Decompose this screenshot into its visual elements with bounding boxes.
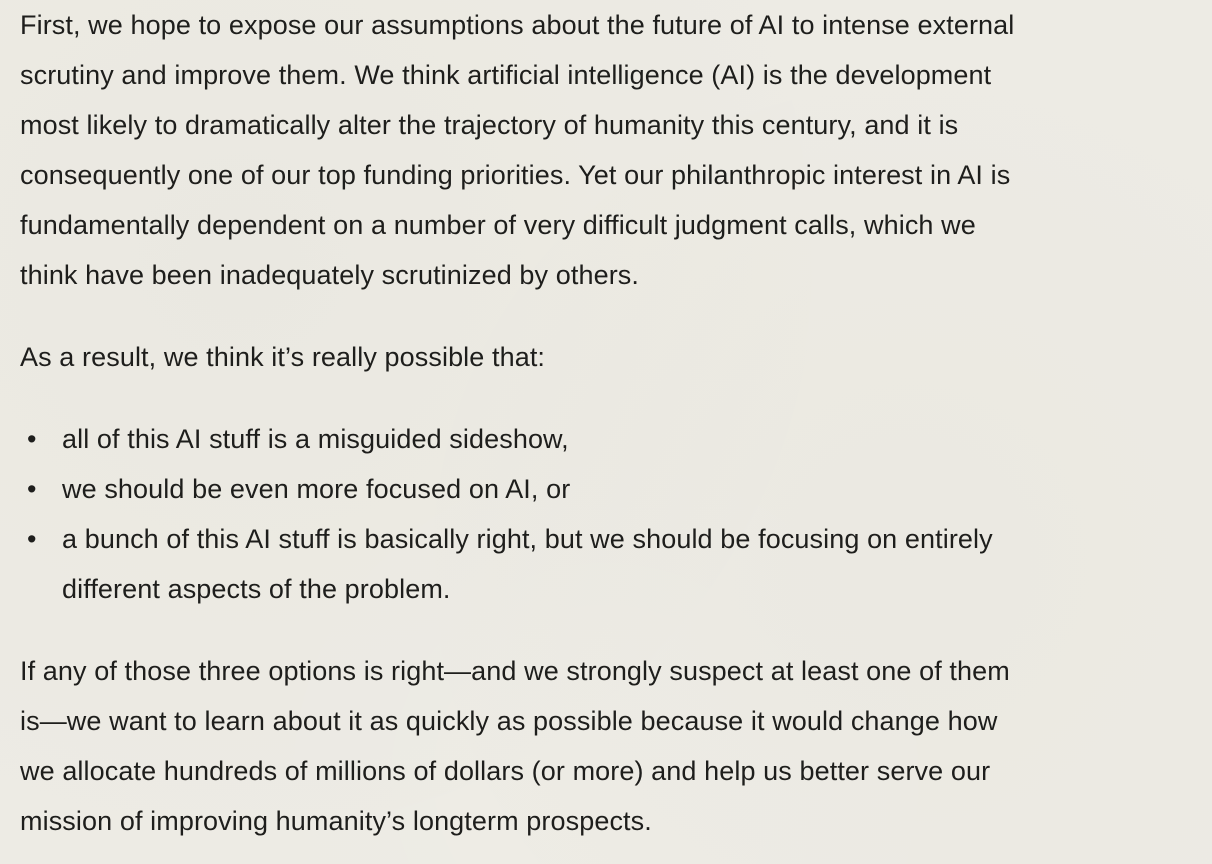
bullet-item-text [62,514,1192,614]
paragraph-lead-in [20,332,1192,382]
text-line: all of this AI stuff is a misguided sideshow, [62,424,569,454]
text-line: most likely to dramatically alter the trajectory of humanity this century, and it is [20,110,959,140]
bullet-item [20,514,1192,614]
text-line: we allocate hundreds of millions of dollars (or more) and help us better serve our [20,756,991,786]
bullet-item [20,414,1192,464]
text-line: mission of improving humanity’s longterm prospects. [20,806,652,836]
text-line: scrutiny and improve them. We think artificial intelligence (AI) is the development [20,60,992,90]
text-line: different aspects of the problem. [62,574,451,604]
text-line: think have been inadequately scrutinized by others. [20,260,639,290]
text-line: As a result, we think it’s really possible that: [20,342,546,372]
bullet-item-text [62,414,1192,464]
text-line: fundamentally dependent on a number of very difficult judgment calls, which we [20,210,976,240]
paragraph-intro [20,0,1192,300]
paragraph-conclusion [20,646,1192,846]
bullet-item [20,464,1192,514]
text-line: a bunch of this AI stuff is basically right, but we should be focusing on entirely [62,524,993,554]
bullet-dot-icon: • [27,474,37,504]
text-line: consequently one of our top funding priorities. Yet our philanthropic interest in AI is [20,160,1011,190]
text-line: If any of those three options is right—and we strongly suspect at least one of them [20,656,1010,686]
bullet-list [20,414,1192,614]
text-line: is—we want to learn about it as quickly as possible because it would change how [20,706,998,736]
bullet-item-text [62,464,1192,514]
text-line: we should be even more focused on AI, or [62,474,571,504]
bullet-dot-icon: • [27,524,37,554]
text-line: First, we hope to expose our assumptions about the future of AI to intense external [20,10,1015,40]
bullet-dot-icon: • [27,424,37,454]
